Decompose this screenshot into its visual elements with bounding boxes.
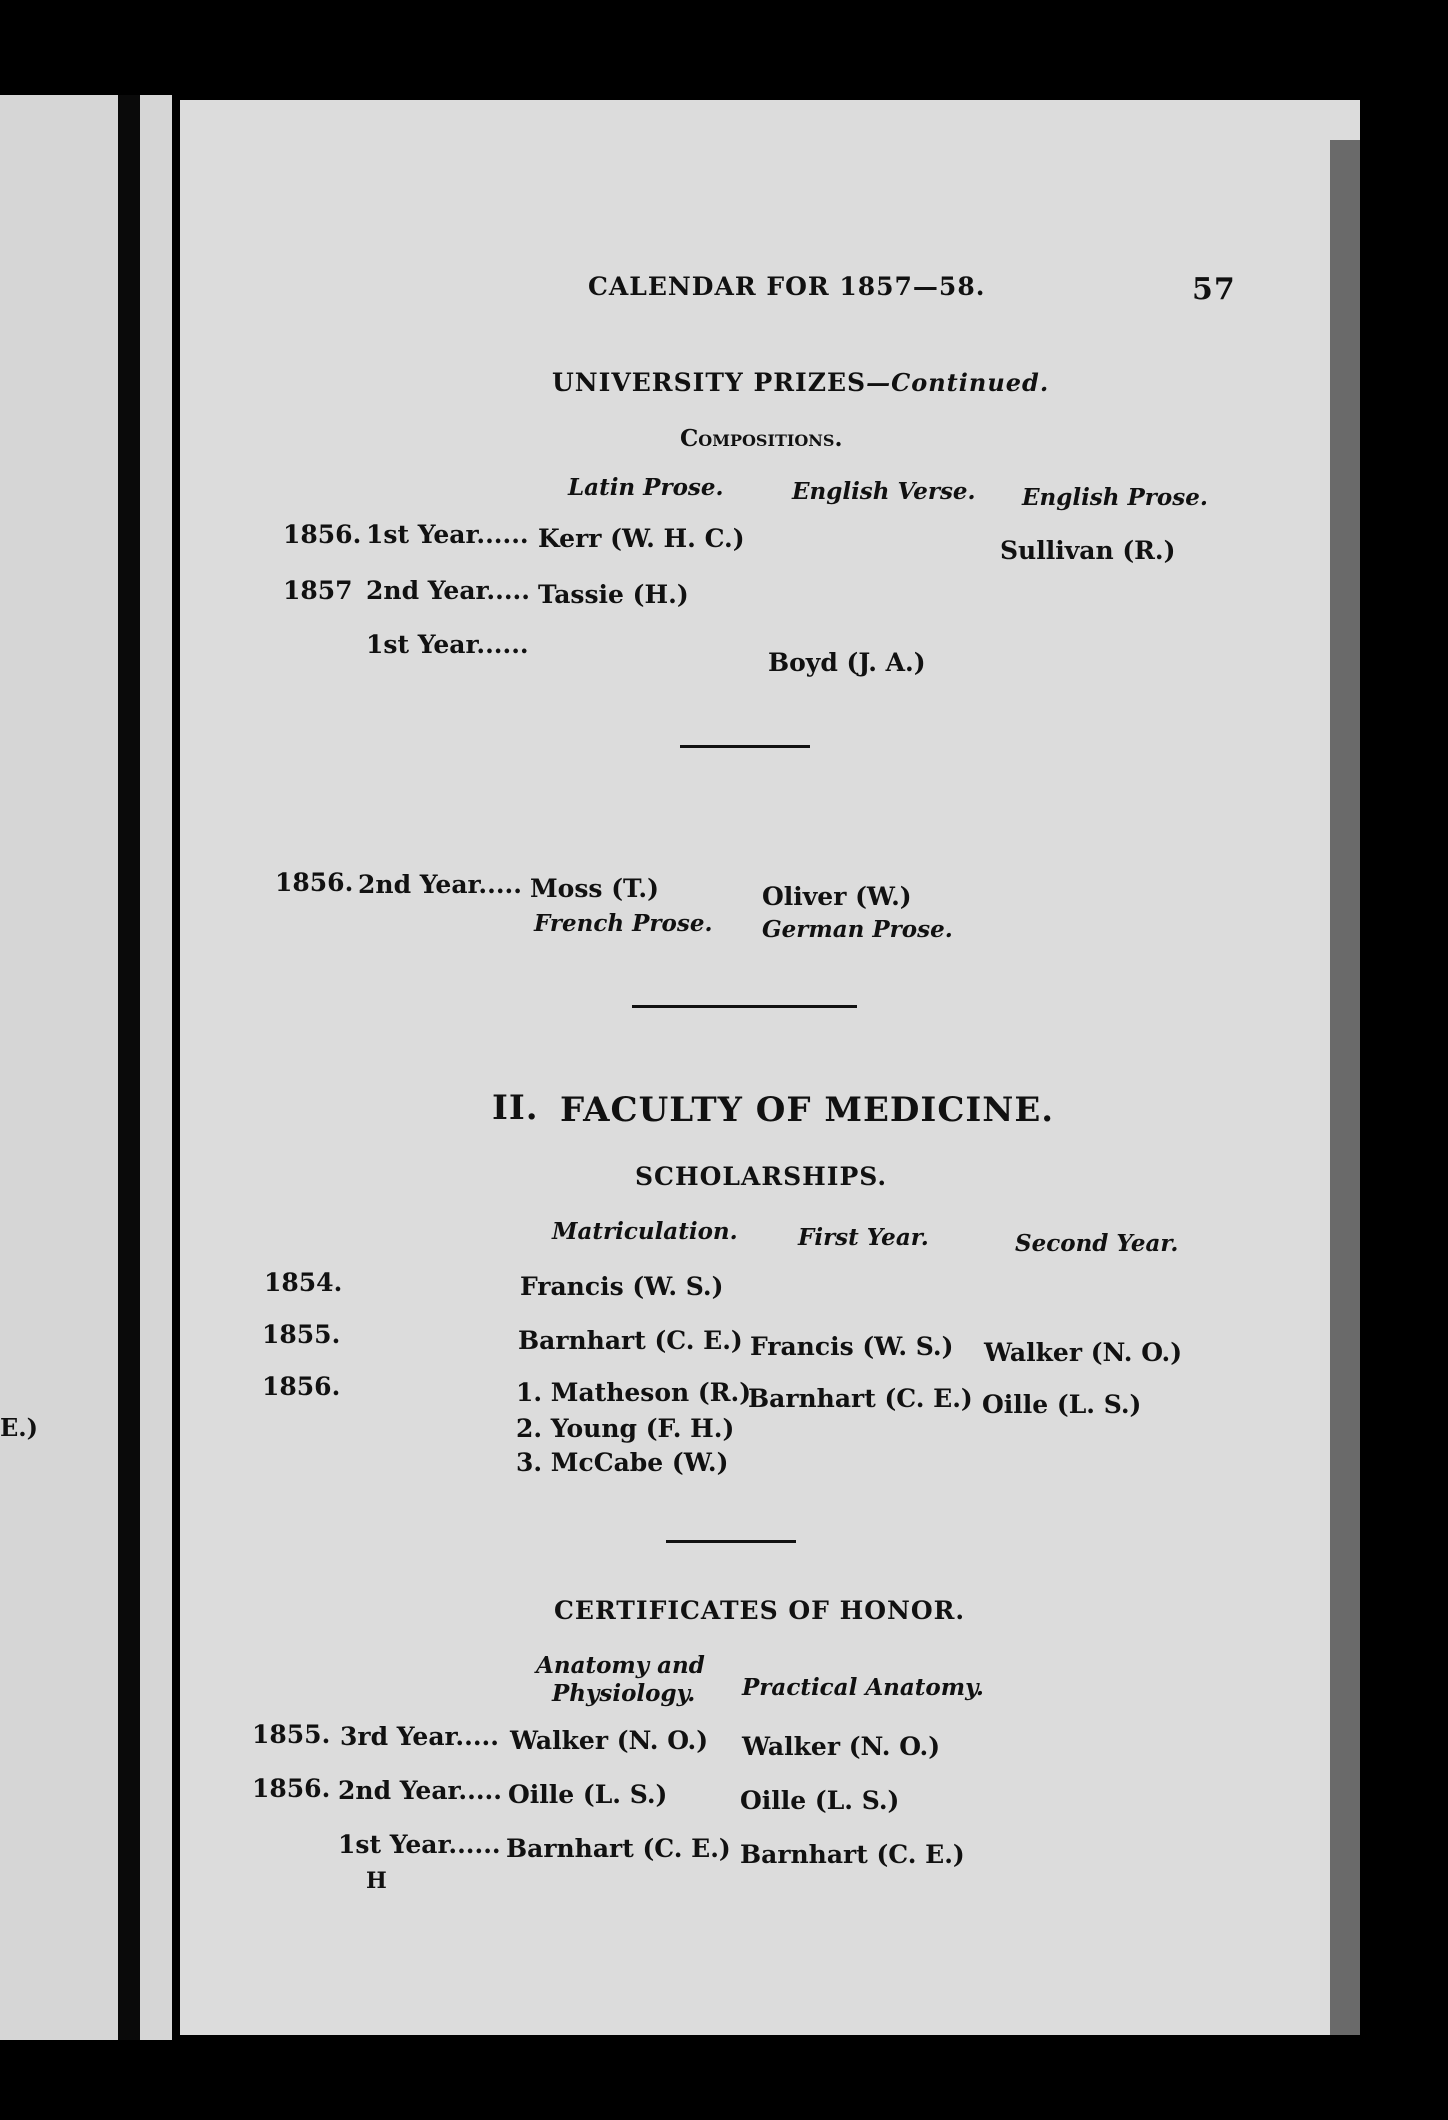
cert-row3-class: 1st Year......: [338, 1830, 501, 1859]
cert-row3-anat: Barnhart (C. E.): [506, 1834, 731, 1863]
col-french-prose: French Prose.: [534, 910, 713, 937]
schol-row3-first: Barnhart (C. E.): [748, 1384, 973, 1413]
col-german-prose: German Prose.: [762, 916, 953, 943]
prize-row2-year: 1857: [283, 576, 353, 605]
section-rule: [680, 745, 810, 748]
page-number: 57: [1192, 272, 1236, 307]
book-gutter: [118, 95, 140, 2040]
signature-mark: H: [366, 1868, 387, 1894]
prize-row2-class: 2nd Year.....: [366, 576, 530, 605]
cert-row1-pract: Walker (N. O.): [742, 1732, 941, 1761]
prize2-german: Oliver (W.): [762, 882, 912, 911]
col-matriculation: Matriculation.: [552, 1218, 738, 1245]
page-edge-shadow: [1330, 140, 1360, 2035]
cert-row3-pract: Barnhart (C. E.): [740, 1840, 965, 1869]
schol-row2-first: Francis (W. S.): [750, 1332, 954, 1361]
prize-row3-class: 1st Year......: [366, 630, 529, 659]
col-anatomy-physiology-1: Anatomy and: [536, 1652, 705, 1679]
schol-row3-matric-3: 3. McCabe (W.): [516, 1448, 729, 1477]
col-english-prose: English Prose.: [1022, 484, 1208, 511]
prize-row3-english-verse: Boyd (J. A.): [768, 648, 926, 677]
left-page-fragment: E.): [0, 1413, 39, 1442]
schol-row1-year: 1854.: [264, 1268, 343, 1297]
schol-row2-year: 1855.: [262, 1320, 341, 1349]
schol-row3-year: 1856.: [262, 1372, 341, 1401]
faculty-title: FACULTY OF MEDICINE.: [560, 1090, 1055, 1130]
section-rule: [666, 1540, 796, 1543]
prize2-french: Moss (T.): [530, 874, 659, 903]
prize2-year: 1856.: [275, 868, 354, 897]
prizes-title-main: UNIVERSITY PRIZES: [552, 368, 867, 397]
col-first-year: First Year.: [798, 1224, 929, 1251]
prize-row1-english-prose: Sullivan (R.): [1000, 536, 1176, 565]
cert-row1-year: 1855.: [252, 1720, 331, 1749]
left-page-edge: [0, 95, 172, 2040]
cert-row1-anat: Walker (N. O.): [510, 1726, 709, 1755]
schol-row2-matric: Barnhart (C. E.): [518, 1326, 743, 1355]
col-second-year: Second Year.: [1015, 1230, 1179, 1257]
cert-row2-pract: Oille (L. S.): [740, 1786, 900, 1815]
certificates-title: CERTIFICATES OF HONOR.: [554, 1596, 966, 1625]
schol-row3-matric-2: 2. Young (F. H.): [516, 1414, 735, 1443]
prize-row2-latin: Tassie (H.): [538, 580, 689, 609]
compositions-subtitle: Compositions.: [680, 425, 843, 452]
schol-row3-matric-1: 1. Matheson (R.): [516, 1378, 752, 1407]
col-english-verse: English Verse.: [792, 478, 976, 505]
cert-row2-anat: Oille (L. S.): [508, 1780, 668, 1809]
book-page: [180, 100, 1360, 2035]
col-practical-anatomy: Practical Anatomy.: [742, 1674, 984, 1701]
faculty-numeral: II.: [492, 1088, 539, 1128]
col-anatomy-physiology-2: Physiology.: [552, 1680, 696, 1707]
cert-row2-class: 2nd Year.....: [338, 1776, 502, 1805]
prizes-title: [552, 368, 1049, 397]
section-rule: [632, 1005, 857, 1008]
prizes-title-cont: —Continued.: [866, 368, 1050, 397]
prize-row1-latin: Kerr (W. H. C.): [538, 524, 745, 553]
prize-row1-year: 1856.: [283, 520, 362, 549]
running-head: CALENDAR FOR 1857—58.: [588, 272, 986, 301]
schol-row3-second: Oille (L. S.): [982, 1390, 1142, 1419]
cert-row1-class: 3rd Year.....: [340, 1722, 499, 1751]
scholarships-title: SCHOLARSHIPS.: [635, 1162, 888, 1191]
cert-row2-year: 1856.: [252, 1774, 331, 1803]
schol-row1-matric: Francis (W. S.): [520, 1272, 724, 1301]
col-latin-prose: Latin Prose.: [568, 474, 724, 501]
prize2-class: 2nd Year.....: [358, 870, 522, 899]
prize-row1-class: 1st Year......: [366, 520, 529, 549]
schol-row2-second: Walker (N. O.): [984, 1338, 1183, 1367]
